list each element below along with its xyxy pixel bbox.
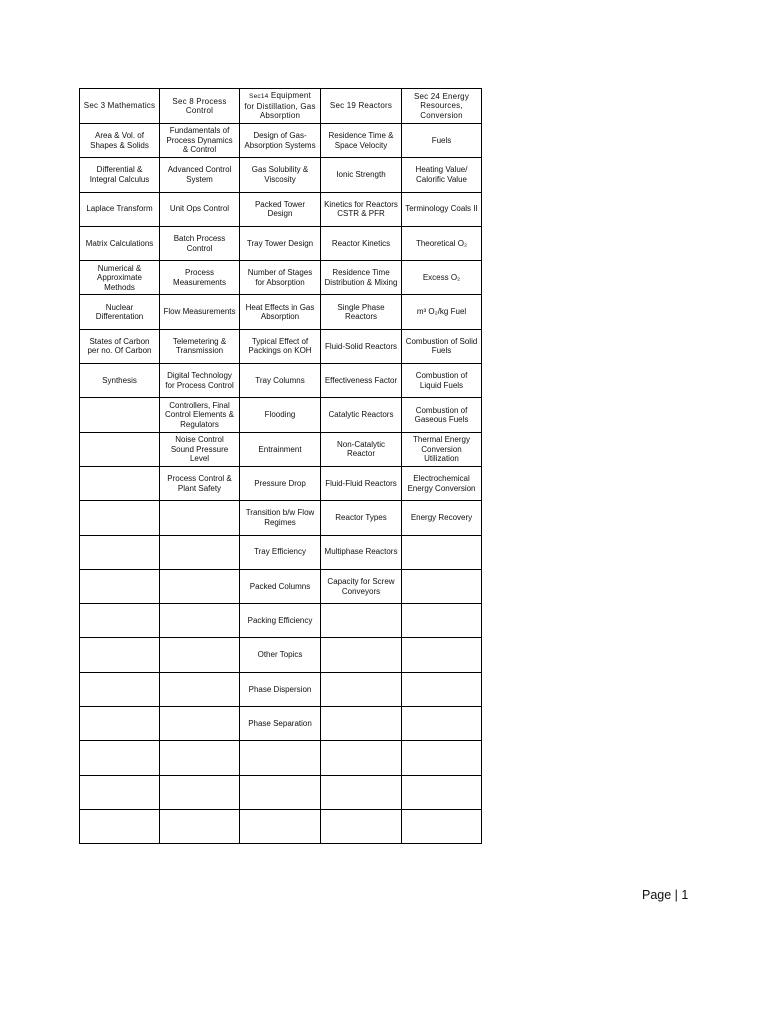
table-cell xyxy=(402,672,482,706)
table-cell: Gas Solubility & Viscosity xyxy=(240,158,321,192)
table-cell: Packing Efficiency xyxy=(240,604,321,638)
table-cell: Phase Dispersion xyxy=(240,672,321,706)
table-row xyxy=(80,707,482,741)
table-row xyxy=(80,809,482,843)
table-cell xyxy=(402,604,482,638)
table-cell: Combustion of Liquid Fuels xyxy=(402,364,482,398)
table-cell xyxy=(160,809,240,843)
table-cell xyxy=(80,398,160,432)
table-cell: Controllers, Final Control Elements & Regulators xyxy=(160,398,240,432)
table-cell: Flooding xyxy=(240,398,321,432)
table-cell: Multiphase Reactors xyxy=(321,535,402,569)
header-cell-sec19 xyxy=(321,89,402,124)
table-cell: Kinetics for Reactors CSTR & PFR xyxy=(321,192,402,226)
table-cell xyxy=(80,604,160,638)
table-cell: Phase Separation xyxy=(240,707,321,741)
table-cell xyxy=(160,775,240,809)
table-cell: Noise Control Sound Pressure Level xyxy=(160,432,240,466)
table-cell xyxy=(402,638,482,672)
table-cell: Batch Process Control xyxy=(160,226,240,260)
table-row xyxy=(80,638,482,672)
table-cell: Nuclear Differentation xyxy=(80,295,160,329)
table-cell xyxy=(321,638,402,672)
table-cell xyxy=(160,604,240,638)
table-cell xyxy=(80,466,160,500)
table-row xyxy=(80,192,482,226)
table-cell: Tray Columns xyxy=(240,364,321,398)
table-cell: Residence Time & Space Velocity xyxy=(321,124,402,158)
topics-table xyxy=(79,88,482,844)
table-cell xyxy=(160,638,240,672)
table-cell xyxy=(321,672,402,706)
table-cell: Pressure Drop xyxy=(240,466,321,500)
table-cell: Number of Stages for Absorption xyxy=(240,261,321,295)
table-cell: Heat Effects in Gas Absorption xyxy=(240,295,321,329)
table-row xyxy=(80,226,482,260)
table-cell: Tray Efficiency xyxy=(240,535,321,569)
table-row xyxy=(80,295,482,329)
header-text: Equipment for Distillation, Gas Absorption xyxy=(244,91,316,121)
table-cell: Telemetering & Transmission xyxy=(160,329,240,363)
table-cell: Combustion of Solid Fuels xyxy=(402,329,482,363)
table-cell: Reactor Types xyxy=(321,501,402,535)
table-row xyxy=(80,261,482,295)
table-cell xyxy=(80,809,160,843)
table-cell: Differential & Integral Calculus xyxy=(80,158,160,192)
table-cell xyxy=(321,707,402,741)
table-cell xyxy=(160,569,240,603)
table-cell: Energy Recovery xyxy=(402,501,482,535)
table-cell: Excess O₂ xyxy=(402,261,482,295)
table-cell xyxy=(80,432,160,466)
table-cell xyxy=(240,775,321,809)
table-cell: Numerical & Approximate Methods xyxy=(80,261,160,295)
table-row xyxy=(80,604,482,638)
header-cell-sec8 xyxy=(160,89,240,124)
table-cell xyxy=(402,741,482,775)
table-cell: Fluid-Fluid Reactors xyxy=(321,466,402,500)
table-row xyxy=(80,329,482,363)
table-cell xyxy=(80,775,160,809)
table-row xyxy=(80,364,482,398)
table-cell: Synthesis xyxy=(80,364,160,398)
header-text: Sec 8 Process Control xyxy=(172,96,227,115)
table-row xyxy=(80,775,482,809)
header-text: Sec 3 Mathematics xyxy=(83,101,156,111)
table-row xyxy=(80,501,482,535)
header-row xyxy=(80,89,482,124)
table-cell xyxy=(160,672,240,706)
header-cell-sec14 xyxy=(240,89,321,124)
table-cell: Packed Columns xyxy=(240,569,321,603)
table-cell: Other Topics xyxy=(240,638,321,672)
table-cell: Residence Time Distribution & Mixing xyxy=(321,261,402,295)
table-cell xyxy=(240,809,321,843)
table-cell: Area & Vol. of Shapes & Solids xyxy=(80,124,160,158)
table-cell: Terminology Coals II xyxy=(402,192,482,226)
table-cell: Heating Value/ Calorific Value xyxy=(402,158,482,192)
table-cell: Thermal Energy Conversion Utilization xyxy=(402,432,482,466)
table-cell xyxy=(80,741,160,775)
table-cell xyxy=(402,707,482,741)
table-cell: Electrochemical Energy Conversion xyxy=(402,466,482,500)
table-cell xyxy=(402,569,482,603)
table-cell xyxy=(240,741,321,775)
table-cell: Process Measurements xyxy=(160,261,240,295)
table-cell: Advanced Control System xyxy=(160,158,240,192)
header-cell-sec3 xyxy=(80,89,160,124)
table-cell xyxy=(160,707,240,741)
table-cell: Single Phase Reactors xyxy=(321,295,402,329)
table-cell: Non-Catalytic Reactor xyxy=(321,432,402,466)
table-cell: Unit Ops Control xyxy=(160,192,240,226)
header-prefix: Sec14 xyxy=(249,93,269,101)
table-cell xyxy=(321,809,402,843)
table-cell: Process Control & Plant Safety xyxy=(160,466,240,500)
table-row xyxy=(80,741,482,775)
table-cell: Typical Effect of Packings on KOH xyxy=(240,329,321,363)
table-cell: Fuels xyxy=(402,124,482,158)
page-number: Page | 1 xyxy=(642,888,689,902)
table-cell: Digital Technology for Process Control xyxy=(160,364,240,398)
table-cell xyxy=(80,569,160,603)
table-cell xyxy=(160,501,240,535)
table-cell xyxy=(321,775,402,809)
table-cell: Transition b/w Flow Regimes xyxy=(240,501,321,535)
table-cell xyxy=(80,638,160,672)
table-cell: Flow Measurements xyxy=(160,295,240,329)
table-cell: Combustion of Gaseous Fuels xyxy=(402,398,482,432)
table-cell: m³ O₂/kg Fuel xyxy=(402,295,482,329)
table-cell: Tray Tower Design xyxy=(240,226,321,260)
table-row xyxy=(80,672,482,706)
table-cell: Theoretical O₂ xyxy=(402,226,482,260)
table-row xyxy=(80,432,482,466)
table-row xyxy=(80,569,482,603)
table-cell: Matrix Calculations xyxy=(80,226,160,260)
table-row xyxy=(80,398,482,432)
table-row xyxy=(80,158,482,192)
table-cell xyxy=(321,741,402,775)
table-row xyxy=(80,466,482,500)
table-cell: Laplace Transform xyxy=(80,192,160,226)
table-cell xyxy=(80,707,160,741)
header-text: Sec 24 Energy Resources, Conversion xyxy=(413,91,470,120)
header-cell-sec24 xyxy=(402,89,482,124)
header-text: Sec 19 Reactors xyxy=(329,101,393,111)
table-cell xyxy=(80,535,160,569)
table-cell: Design of Gas-Absorption Systems xyxy=(240,124,321,158)
table-cell xyxy=(80,672,160,706)
table-row xyxy=(80,535,482,569)
table-cell: Fluid-Solid Reactors xyxy=(321,329,402,363)
table-cell: Fundamentals of Process Dynamics & Control xyxy=(160,124,240,158)
table-cell: Ionic Strength xyxy=(321,158,402,192)
table-cell: Catalytic Reactors xyxy=(321,398,402,432)
topics-table-body xyxy=(80,89,482,844)
table-cell: Packed Tower Design xyxy=(240,192,321,226)
table-cell: Capacity for Screw Conveyors xyxy=(321,569,402,603)
table-row xyxy=(80,124,482,158)
table-cell xyxy=(160,535,240,569)
table-cell xyxy=(321,604,402,638)
table-cell: Entrainment xyxy=(240,432,321,466)
table-cell xyxy=(402,535,482,569)
table-cell xyxy=(160,741,240,775)
table-cell: Effectiveness Factor xyxy=(321,364,402,398)
table-cell: Reactor Kinetics xyxy=(321,226,402,260)
table-cell xyxy=(402,809,482,843)
table-cell xyxy=(80,501,160,535)
table-cell: States of Carbon per no. Of Carbon xyxy=(80,329,160,363)
table-cell xyxy=(402,775,482,809)
